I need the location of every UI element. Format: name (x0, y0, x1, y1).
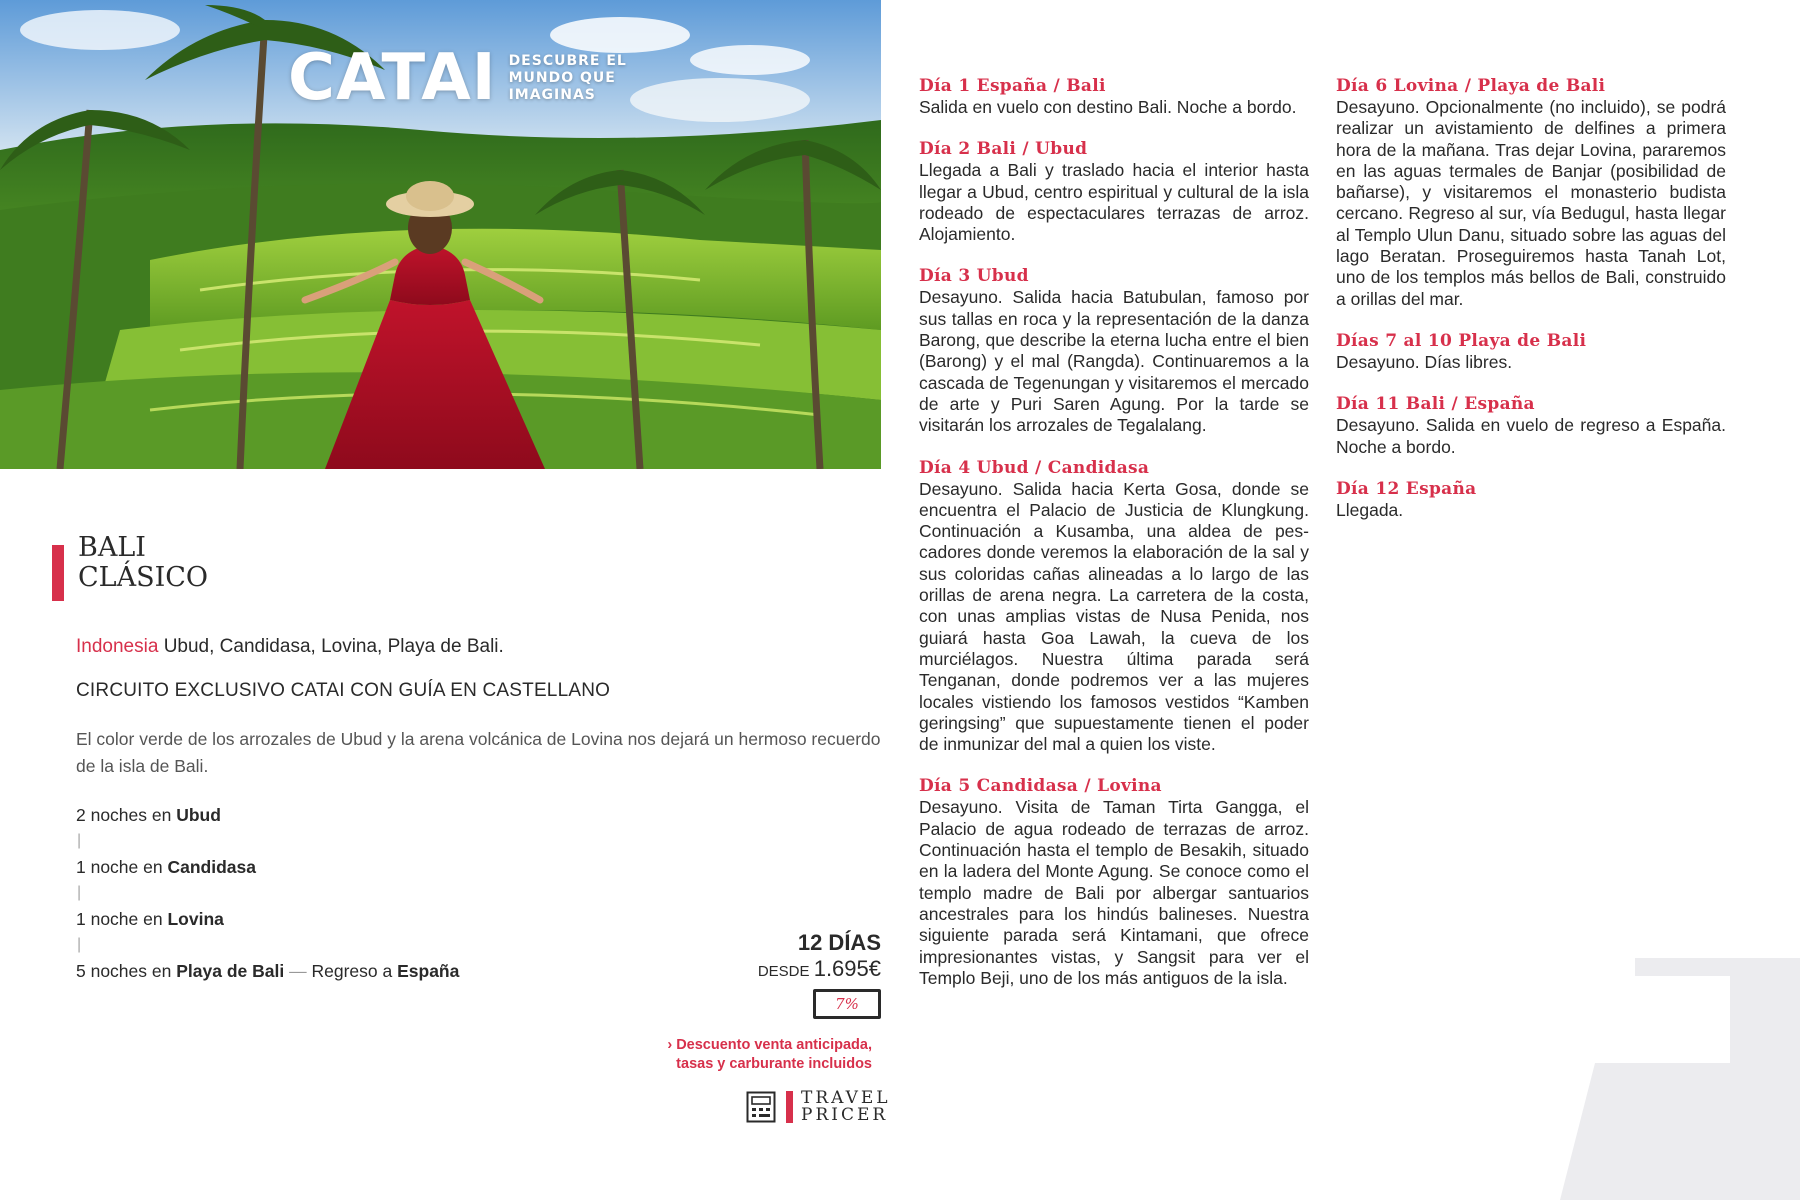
day-text: Salida en vuelo con destino Bali. Noche a bordo. (919, 97, 1297, 117)
return-prefix: Regreso a (311, 961, 393, 981)
title-text (78, 533, 208, 601)
night-prefix: 1 noche en (76, 857, 163, 877)
circuit-label: CIRCUITO EXCLUSIVO CATAI CON GUÍA EN CASTELLANO (76, 680, 611, 701)
night-prefix: 1 noche en (76, 909, 163, 929)
day-title: Día 2 Bali / Ubud (919, 139, 1088, 160)
price-from-label: DESDE (757, 963, 810, 980)
night-place: Playa de Bali (176, 961, 285, 981)
discount-text-1: Descuento venta anticipada, (676, 1037, 872, 1053)
discount-line-2: tasas y carburante incluidos (676, 1056, 872, 1072)
night-separator: | (77, 832, 82, 849)
day-title: Día 1 España / Bali (919, 76, 1106, 96)
day-text: Desayuno. Salida hacia Batubulan, famoso por sus tallas en roca y la representación de la danza Barong, que describe la eterna lucha entre el bien (Barong) y el mal (Rangda). Continuaremos a la cascada de Tegenungan y visitaremos el mercado de arte y Puri Saren Agung. Por la tarde se visitarán los arrozales de Tegalalang. (919, 287, 1309, 436)
itinerary-column-1 (919, 76, 1309, 1010)
day-title: Día 4 Ubud / Candidasa (919, 457, 1150, 478)
price-amount: 1.695€ (813, 956, 881, 981)
night-separator: | (77, 936, 82, 953)
discount-badge (813, 989, 881, 1019)
day-title: Día 3 Ubud (919, 266, 1029, 287)
title-line-2: CLÁSICO (78, 562, 209, 593)
itinerary-column-2 (1336, 76, 1726, 542)
night-place: Candidasa (167, 857, 256, 877)
travel-pricer-logo (746, 1090, 891, 1124)
country: Indonesia (76, 636, 159, 657)
itinerary-day (919, 266, 1309, 436)
tagline-line-2: MUNDO QUE (508, 69, 616, 86)
day-title: Día 5 Candidasa / Lovina (919, 776, 1162, 797)
price-box (758, 930, 881, 1019)
itinerary-day (919, 776, 1309, 989)
intro-paragraph: El color verde de los arrozales de Ubud y la arena volcánica de Lovina nos dejará un hermoso recuerdo de la isla de Bali. (76, 729, 881, 776)
itinerary-day (1336, 331, 1726, 373)
night-item (76, 958, 459, 984)
night-item (76, 854, 459, 880)
day-title: Días 7 al 10 Playa de Bali (1336, 330, 1587, 351)
travel-pricer-text (801, 1090, 891, 1124)
duration: 12 DÍAS (797, 930, 881, 955)
discount-percent: 7% (835, 995, 859, 1013)
discount-note (667, 1036, 872, 1074)
day-text: Desayuno. Días libres. (1336, 351, 1513, 372)
day-title: Día 6 Lovina / Playa de Bali (1336, 76, 1606, 96)
itinerary-day (919, 139, 1309, 245)
dash: — (289, 961, 307, 981)
discount-line-1 (667, 1036, 872, 1055)
day-text: Llegada. (1336, 499, 1404, 520)
night-item (76, 906, 459, 932)
night-prefix: 2 noches en (76, 805, 172, 825)
night-place: Lovina (167, 909, 224, 929)
day-title: Día 12 España (1336, 478, 1477, 499)
travel-pricer-bar (786, 1091, 793, 1123)
itinerary-day (919, 76, 1309, 118)
calculator-icon (746, 1091, 776, 1123)
hero-photo (0, 0, 881, 469)
places: Ubud, Candidasa, Lovina, Playa de Bali. (163, 636, 504, 657)
tagline-line-3: IMAGINAS (508, 86, 596, 103)
day-text: Desayuno. Opcionalmente (no incluido), se podrá realizar un avistamiento de delfines a primera hora de la mañana. Tras dejar Lovina, pararemos en las aguas termales de Banjar (posibilidad de bañarse), y visitaremos el monasterio budista cercano. Regreso al sur, vía Bedugul, hasta llegar al Templo Ulun Danu, situado sobre las aguas del lago Beratan. Proseguiremos hasta Tanah Lot, uno de los templos más bellos de Bali, construido a orillas del mar. (1336, 97, 1726, 309)
itinerary-day (1336, 76, 1726, 310)
nights-list (76, 802, 459, 984)
travel-pricer-line-2: PRICER (801, 1105, 889, 1125)
itinerary-day (1336, 479, 1726, 521)
night-separator: | (77, 884, 82, 901)
destinations (76, 636, 504, 658)
chevron-right-icon: › (667, 1037, 673, 1053)
day-text: Desayuno. Visita de Taman Tirta Gangga, el Palacio de agua rodeado de terrazas de arroz. Continuación hasta el templo de Besakih, situado en la ladera del Monte Agung. Se conoce como el templo madre de Bali por albergar santuarios ancestrales para los hindús balineses. Nuestra siguiente parada será Kintamani, que ofrece impresionantes vistas, y Sangsit para ver el Templo Beji, uno de los más antiguos de la isla. (919, 797, 1309, 988)
tagline-line-1: DESCUBRE EL (508, 52, 627, 69)
day-text: Desayuno. Salida en vuelo de regreso a España. Noche a bordo. (1336, 415, 1726, 457)
return-place: España (397, 961, 460, 981)
title-accent-bar (52, 545, 64, 601)
title-line-1: BALI (78, 532, 146, 563)
itinerary-day (1336, 394, 1726, 458)
day-text: Llegada a Bali y traslado hacia el interior hasta llegar a Ubud, centro espiritual y cultural de la isla rodeado de espectaculares terrazas de arroz. Alojamiento. (919, 160, 1309, 245)
brand-name: CATAI (288, 41, 497, 115)
price-line (758, 956, 881, 985)
night-prefix: 5 noches en (76, 961, 172, 981)
catai-logo (288, 41, 627, 115)
day-title: Día 11 Bali / España (1336, 394, 1535, 415)
trip-title (52, 533, 208, 601)
night-item (76, 802, 459, 828)
night-place: Ubud (176, 805, 221, 825)
decorative-corner-shape (1560, 958, 1800, 1200)
day-text: Desayuno. Salida hacia Kerta Gosa, donde se encuentra el Palacio de Justicia de Klungkung. Continuación a Kusamba, una aldea de pescadores donde veremos la elaboración de la sal y sus coloridas cañas alineadas a lo largo de las orillas de arena negra. La carretera de la costa, con unas amplias vistas de Nusa Penida, nos guiará hasta Goa Lawah, la cueva de los murciélagos. Nuestra última parada será Tenganan, donde podremos ver a las mujeres locales vistiendo los famosos vestidos “Kamben geringsing” que supuestamente tienen el poder de inmunizar del mal a quien los viste. (919, 478, 1309, 755)
travel-pricer-line-1: TRAVEL (801, 1088, 891, 1108)
brand-tagline (509, 53, 627, 104)
itinerary-day (919, 458, 1309, 756)
